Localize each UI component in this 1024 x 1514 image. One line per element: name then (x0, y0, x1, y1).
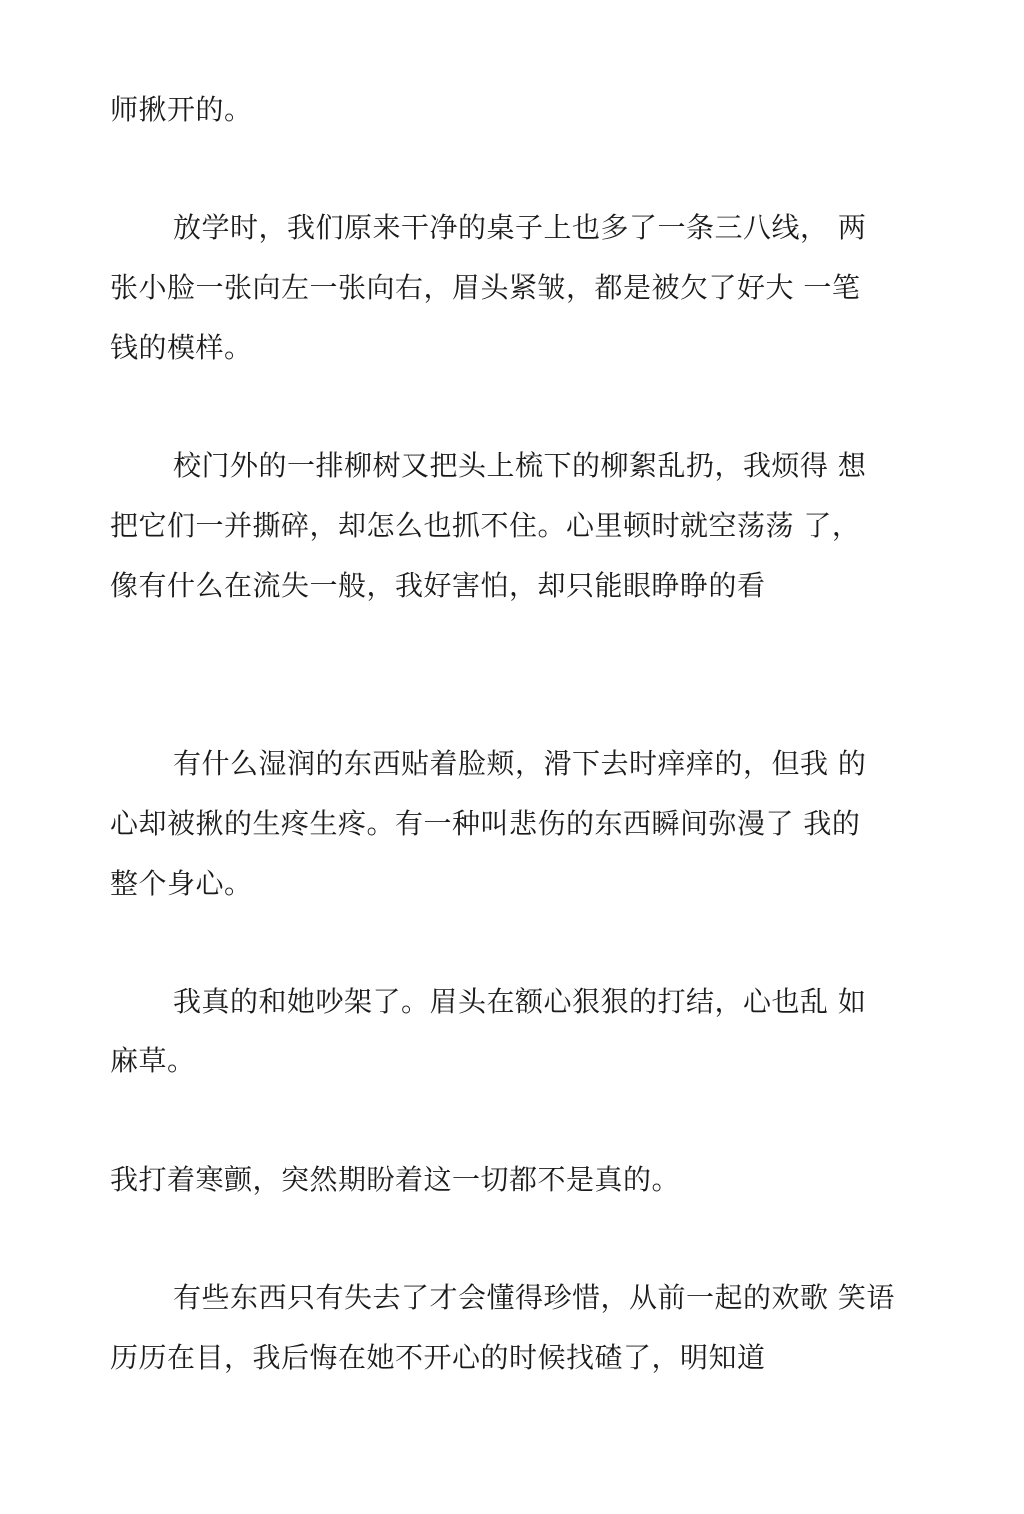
paragraph-first-line: 我真的和她吵架了。眉头在额心狠狠的打结，心也乱 如 (173, 985, 867, 1018)
text-line: 张小脸一张向左一张向右，眉头紧皱，都是被欠了好大 一笔 (110, 271, 861, 304)
text-line: 把它们一并撕碎，却怎么也抓不住。心里顿时就空荡荡 了， (110, 509, 861, 542)
text-line: 我打着寒颤，突然期盼着这一切都不是真的。 (110, 1163, 681, 1196)
paragraph-first-line: 有些东西只有失去了才会懂得珍惜，从前一起的欢歌 笑语 (173, 1281, 895, 1314)
text-line: 历历在目，我后悔在她不开心的时候找碴了，明知道 (110, 1341, 766, 1374)
text-line: 钱的模样。 (110, 331, 253, 364)
text-line: 心却被揪的生疼生疼。有一种叫悲伤的东西瞬间弥漫了 我的 (110, 807, 861, 840)
text-line: 麻草。 (110, 1044, 196, 1077)
paragraph-first-line: 有什么湿润的东西贴着脸颊，滑下去时痒痒的，但我 的 (173, 747, 867, 780)
text-line: 像有什么在流失一般，我好害怕，却只能眼睁睁的看 (110, 569, 766, 602)
text-line: 师揪开的。 (110, 93, 253, 126)
paragraph-first-line: 放学时，我们原来干净的桌子上也多了一条三八线， 两 (173, 211, 867, 244)
paragraph-first-line: 校门外的一排柳树又把头上梳下的柳絮乱扔，我烦得 想 (173, 449, 867, 482)
text-line: 整个身心。 (110, 867, 253, 900)
